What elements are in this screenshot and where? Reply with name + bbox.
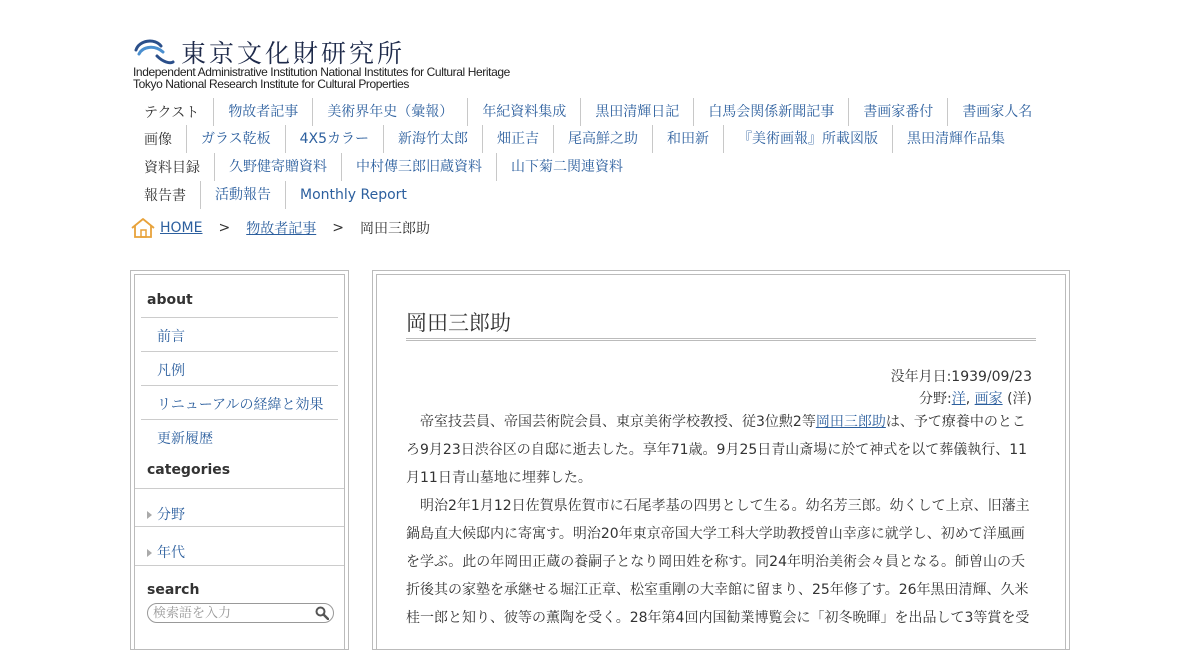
nav-link[interactable]: 和田新: [652, 125, 723, 153]
nav-link[interactable]: 黒田清輝作品集: [892, 125, 1019, 153]
nav-row-image: [144, 128, 1019, 150]
home-icon: [130, 217, 156, 239]
sidebar-link-renewal[interactable]: リニューアルの経緯と効果: [157, 397, 324, 413]
sidebar-link-history[interactable]: 更新履歴: [157, 431, 213, 447]
search-icon[interactable]: [315, 606, 329, 620]
title-divider: [406, 338, 1036, 341]
nav-link[interactable]: 畑正吉: [482, 125, 553, 153]
field-suffix: (洋): [1002, 391, 1032, 407]
divider: [141, 317, 338, 318]
breadcrumb-level1-link[interactable]: 物故者記事: [246, 221, 317, 237]
divider: [141, 419, 338, 420]
nav-row-catalog: [144, 156, 637, 178]
sidebar-link-notes[interactable]: 凡例: [157, 363, 185, 379]
divider: [135, 526, 344, 527]
nav-link[interactable]: 『美術画報』所載図版: [723, 125, 892, 153]
article-body: [406, 408, 1036, 632]
nav-row-text: [144, 101, 1046, 123]
sidebar-category-era[interactable]: [147, 542, 185, 562]
site-subtitle-1: Independent Administrative Institution National Institutes for Cultural Heritage: [133, 65, 510, 79]
page-title: 岡田三郎助: [406, 311, 511, 335]
nav-link[interactable]: 白馬会関係新聞記事: [693, 98, 848, 126]
search-input[interactable]: [153, 605, 313, 621]
divider: [141, 385, 338, 386]
breadcrumb-separator: >: [218, 220, 231, 236]
sidebar-heading-categories: categories: [147, 462, 231, 478]
breadcrumb: [130, 217, 430, 239]
triangle-right-icon: [147, 549, 152, 557]
article-paragraph-2: 明治2年1月12日佐賀県佐賀市に石尾孝基の四男として生る。幼名芳三郎。幼くして上京、旧藩主鍋島直大候邸内に寄寓す。明治20年東京帝国大学工科大学助教授曽山幸彦に就学し、初めて洋風画を学ぶ。此の年岡田正蔵の養嗣子となり岡田姓を称す。同24年明治美術会々員となる。師曽山の夭折後其の家塾を承継せる堀江正章、松室重剛の大幸館に留まり、25年修了す。26年黒田清輝、久米桂一郎と知り、彼等の薫陶を受く。28年第4回内国勧業博覧会に「初冬晩暉」を出品して3等賞を受: [406, 498, 1030, 626]
nav-link[interactable]: 中村傳三郎旧蔵資料: [341, 153, 496, 181]
nav-row-reports: [144, 184, 421, 206]
sidebar-heading-search: search: [147, 582, 200, 598]
search-box: [147, 603, 334, 623]
logo-mark-icon: [133, 36, 175, 66]
field-comma: ,: [965, 391, 975, 407]
site-title: 東京文化財研究所: [181, 39, 406, 68]
divider: [135, 488, 344, 489]
nav-link[interactable]: 書画家人名: [947, 98, 1046, 126]
nav-link[interactable]: 久野健寄贈資料: [214, 153, 341, 181]
nav-head: 報告書: [144, 188, 186, 204]
article-name-link[interactable]: 岡田三郎助: [815, 414, 886, 430]
nav-link[interactable]: Monthly Report: [285, 181, 421, 209]
sidebar-heading-about: about: [147, 292, 193, 308]
sidebar-category-label: 分野: [157, 507, 185, 523]
breadcrumb-separator: >: [332, 220, 344, 236]
article-paragraph-1: [406, 408, 1036, 492]
nav-link[interactable]: 新海竹太郎: [383, 125, 482, 153]
nav-link[interactable]: 山下菊二関連資料: [496, 153, 637, 181]
divider: [135, 565, 344, 566]
nav-link[interactable]: 黒田清輝日記: [580, 98, 693, 126]
sidebar-link-preface[interactable]: 前言: [157, 329, 185, 345]
field-link-western[interactable]: 洋: [951, 391, 966, 407]
breadcrumb-current: 岡田三郎助: [359, 221, 430, 237]
paragraph-text: は、予て療養中のところ9月23日渋谷区の自邸に逝去した。享年71歳。9月25日青山斎場に於て神式を以て葬儀執行、11月11日青山墓地に埋葬した。: [406, 414, 1028, 486]
nav-link[interactable]: 活動報告: [200, 181, 285, 209]
paragraph-text: 帝室技芸員、帝国芸術院会員、東京美術学校教授、従3位勲2等: [420, 414, 816, 430]
nav-link[interactable]: 尾高鮮之助: [553, 125, 652, 153]
divider: [141, 351, 338, 352]
sidebar-inner: [134, 274, 345, 649]
nav-link[interactable]: ガラス乾板: [186, 125, 285, 153]
nav-head: 画像: [144, 132, 172, 148]
death-date: 没年月日:1939/09/23: [890, 369, 1032, 385]
site-logo[interactable]: [133, 34, 553, 94]
nav-head: 資料目録: [144, 160, 200, 176]
field-link-painter[interactable]: 画家: [974, 391, 1003, 407]
field-info: [919, 388, 1032, 408]
sidebar-category-field[interactable]: [147, 504, 185, 524]
sidebar: [130, 270, 349, 650]
nav-link[interactable]: 4X5カラー: [285, 125, 383, 153]
site-subtitle-2: Tokyo National Research Institute for Cultural Properties: [133, 77, 410, 91]
sidebar-category-label: 年代: [157, 545, 185, 561]
triangle-right-icon: [147, 511, 152, 519]
nav-link[interactable]: 書画家番付: [848, 98, 947, 126]
field-prefix: 分野:: [919, 391, 952, 407]
nav-head: テクスト: [144, 105, 200, 121]
nav-link[interactable]: 年紀資料集成: [467, 98, 580, 126]
nav-link[interactable]: 美術界年史（彙報）: [312, 98, 467, 126]
nav-link[interactable]: 物故者記事: [213, 98, 312, 126]
breadcrumb-home-link[interactable]: HOME: [160, 220, 203, 236]
